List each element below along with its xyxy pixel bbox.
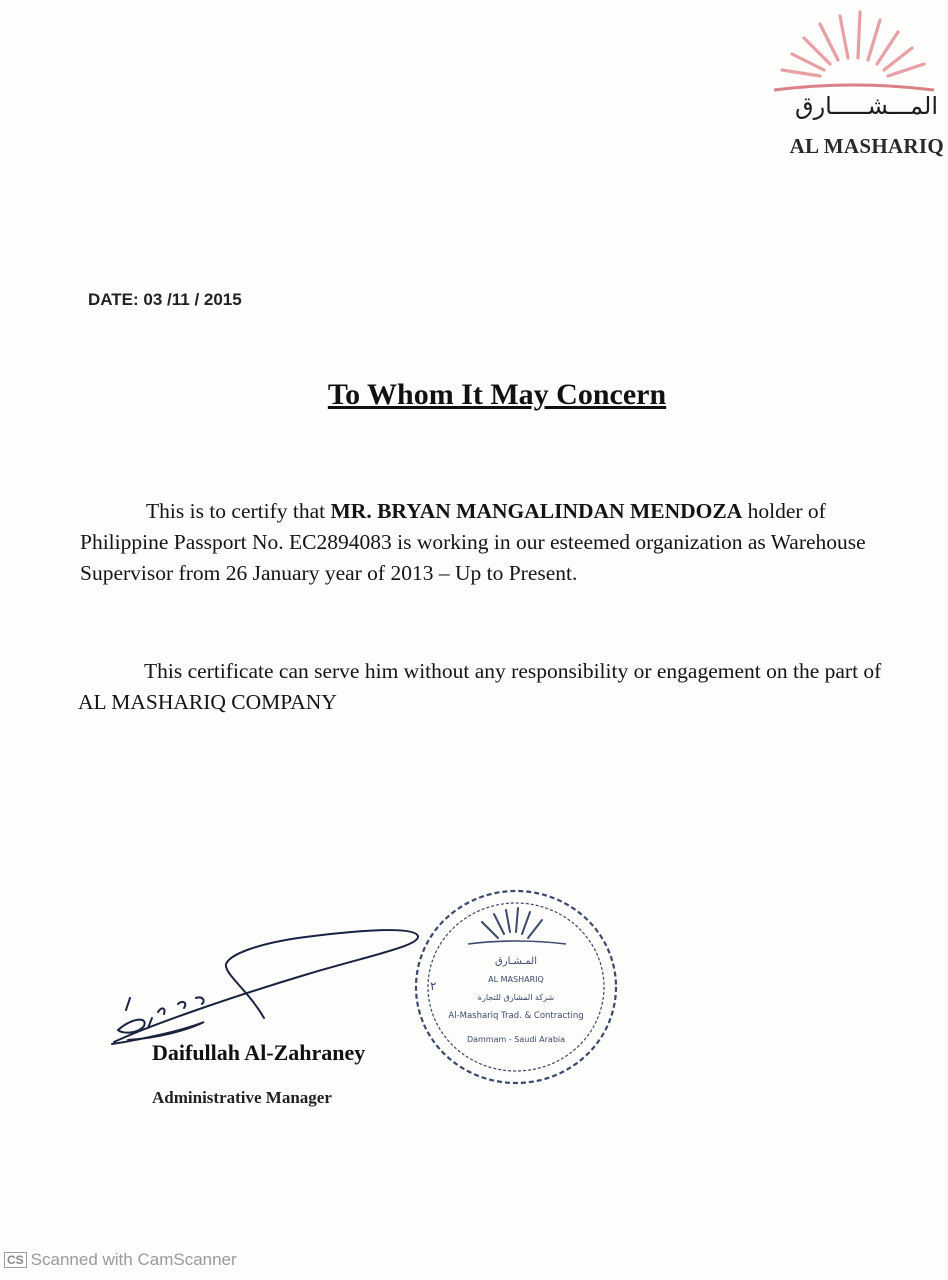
certification-paragraph: [80, 496, 880, 589]
disclaimer-paragraph: [78, 656, 888, 718]
logo-arabic-name: المـــشـــــارق: [794, 92, 938, 120]
company-logo: [728, 6, 944, 164]
watermark-text: Scanned with CamScanner: [30, 1250, 237, 1269]
handwritten-signature: [108, 918, 428, 1058]
paragraph-suffix: holder of Philippine Passport No. EC2894083 is working in our esteemed organization as Warehouse Supervisor from 26 January year of 2013 – Up to Present.: [80, 499, 866, 585]
camscanner-icon: CS: [4, 1252, 27, 1268]
stamp-arabic-name: المـشـارق: [494, 956, 538, 967]
signer-name: Daifullah Al-Zahraney: [152, 1040, 366, 1065]
stamp-arabic-company: شركة المشارق للتجارة: [477, 993, 555, 1002]
employee-name: MR. BRYAN MANGALINDAN MENDOZA: [330, 499, 743, 523]
letter-date: DATE: 03 /11 / 2015: [88, 290, 242, 309]
scanner-watermark: [4, 1250, 237, 1270]
signer-title: Administrative Manager: [152, 1088, 332, 1107]
stamp-english-name: AL MASHARIQ: [488, 975, 544, 984]
sunrise-icon: [774, 6, 934, 96]
stamp-english-company: Al-Mashariq Trad. & Contracting: [448, 1011, 584, 1021]
stamp-location: Dammam - Saudi Arabia: [466, 1035, 566, 1044]
paragraph-prefix: This is to certify that: [146, 499, 331, 523]
logo-english-name: AL MASHARIQ: [789, 134, 944, 158]
stamp-number: ٢: [430, 979, 437, 993]
letter-heading: To Whom It May Concern: [327, 378, 667, 411]
company-stamp: [410, 884, 622, 1090]
disclaimer-text: This certificate can serve him without any responsibility or engagement on the part of AL MASHARIQ COMPANY: [78, 659, 882, 714]
